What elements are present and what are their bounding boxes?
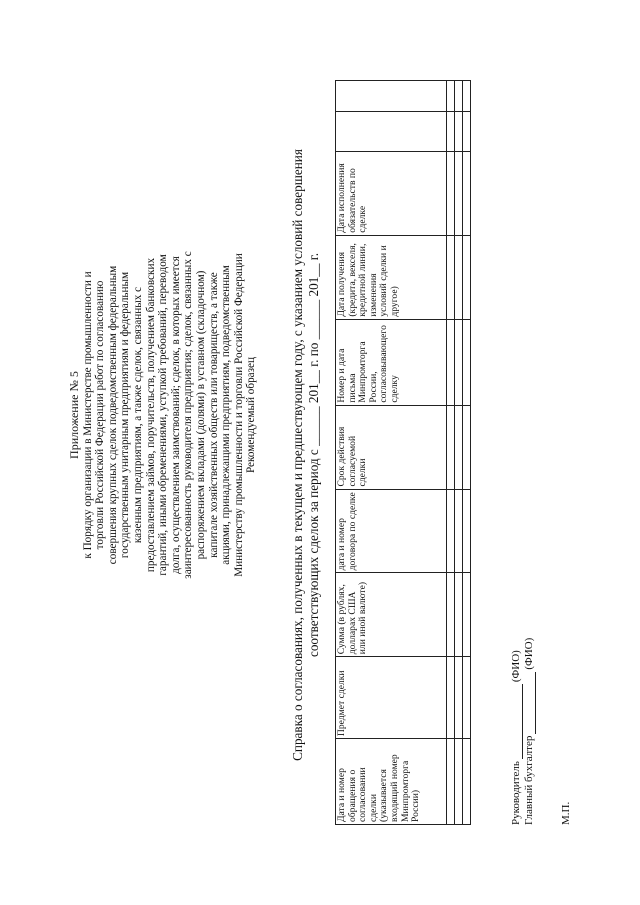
table-cell (455, 151, 463, 235)
column-header (336, 111, 447, 151)
table-cell (447, 151, 455, 235)
table-cell (455, 319, 463, 405)
table-cell (463, 151, 471, 235)
table-cell (463, 111, 471, 151)
table-cell (447, 657, 455, 739)
signature-row-head (510, 638, 523, 825)
appendix-line: совершения крупных сделок подведомственным федеральным (106, 265, 119, 565)
appendix-line: к Порядку организации в Министерстве промышленности и (81, 271, 94, 559)
accountant-signature-line[interactable] (525, 672, 536, 734)
appendix-line: торговли Российской Федерации работ по согласованию (94, 280, 107, 550)
appendix-line: акциями, принадлежащими предприятиям, подведомственным (220, 265, 233, 565)
head-signature-line[interactable] (512, 684, 523, 759)
appendix-line: казенным предприятиям, а также сделок, связанных с (131, 286, 144, 544)
column-header (336, 81, 447, 112)
table-cell (463, 405, 471, 489)
column-header: Сумма (в рублях, долларах США или иной валюте) (336, 573, 447, 657)
document-heading (290, 95, 322, 815)
table-cell (455, 235, 463, 319)
table-row (463, 81, 471, 825)
table-cell (447, 81, 455, 112)
table-cell (447, 235, 455, 319)
table-cell (447, 405, 455, 489)
appendix-line: гарантий, иными обременениями, уступкой требований, переводом (157, 254, 170, 576)
appendix-line: распоряжением вкладами (долями) в уставном (складочном) (194, 270, 207, 560)
table-header-row (336, 81, 447, 825)
appendix-block (68, 105, 258, 725)
recommended-sample-label: Рекомендуемый образец (245, 356, 258, 474)
heading-line-1: Справка о согласованиях, полученных в текущем и предшествующем году, с указанием условий совершения (290, 149, 305, 761)
table-cell (455, 739, 463, 825)
table-cell (447, 489, 455, 573)
column-header: Предмет сделки (336, 657, 447, 739)
appendix-line: долга, осуществлением заимствований; сделок, в которых имеется (169, 256, 182, 574)
appendix-line: капитале хозяйственных обществ или товариществ, а также (207, 272, 220, 558)
table-cell (463, 657, 471, 739)
table-cell (463, 739, 471, 825)
heading-line-2: соответствующих сделок за период с ______ 201__ г. по ______ 201__ г. (306, 253, 321, 658)
table-row (455, 81, 463, 825)
table-cell (455, 405, 463, 489)
column-header: Дата получения (кредита, векселя, кредитной линии, изменения условий сделки и другое) (336, 235, 447, 319)
head-fio: (ФИО) (510, 650, 522, 683)
appendix-line: государственным унитарным предприятиям и федеральным (119, 271, 132, 559)
appendix-line: предоставлением займов, поручительств, получением банковских (144, 257, 157, 573)
appendix-line: Министерству промышленности и торговли Российской Федерации (232, 253, 245, 577)
table-cell (463, 573, 471, 657)
column-header: Номер и дата письма Минпромторга России, согласовывающего сделку (336, 319, 447, 405)
column-header: дата и номер договора по сделке (336, 489, 447, 573)
accountant-label: Главный бухгалтер (523, 735, 535, 825)
table-cell (455, 111, 463, 151)
table-cell (447, 573, 455, 657)
table-cell (463, 81, 471, 112)
table-cell (447, 319, 455, 405)
table-cell (455, 81, 463, 112)
appendix-title: Приложение № 5 (67, 371, 81, 459)
signature-block (510, 638, 536, 825)
table-cell (463, 489, 471, 573)
head-label: Руководитель (510, 761, 522, 825)
table-row (447, 81, 455, 825)
table-cell (447, 111, 455, 151)
table-cell (455, 489, 463, 573)
appendix-line: заинтересованность руководителя предприятия; сделок, связанных с (182, 251, 195, 579)
column-header: Срок действия согласуемой сделки (336, 405, 447, 489)
table-cell (463, 319, 471, 405)
signature-row-accountant (523, 638, 536, 825)
approvals-table (335, 80, 471, 825)
table-cell (447, 739, 455, 825)
table-cell (455, 573, 463, 657)
accountant-fio: (ФИО) (523, 637, 535, 670)
table-cell (463, 235, 471, 319)
column-header: Дата и номер обращения о согласовании сделки (указывается входящий номер Минпромторга России) (336, 739, 447, 825)
table-cell (455, 657, 463, 739)
stamp-place-label: М.П. (560, 801, 572, 825)
column-header: Дата исполнения обязательств по сделке (336, 151, 447, 235)
